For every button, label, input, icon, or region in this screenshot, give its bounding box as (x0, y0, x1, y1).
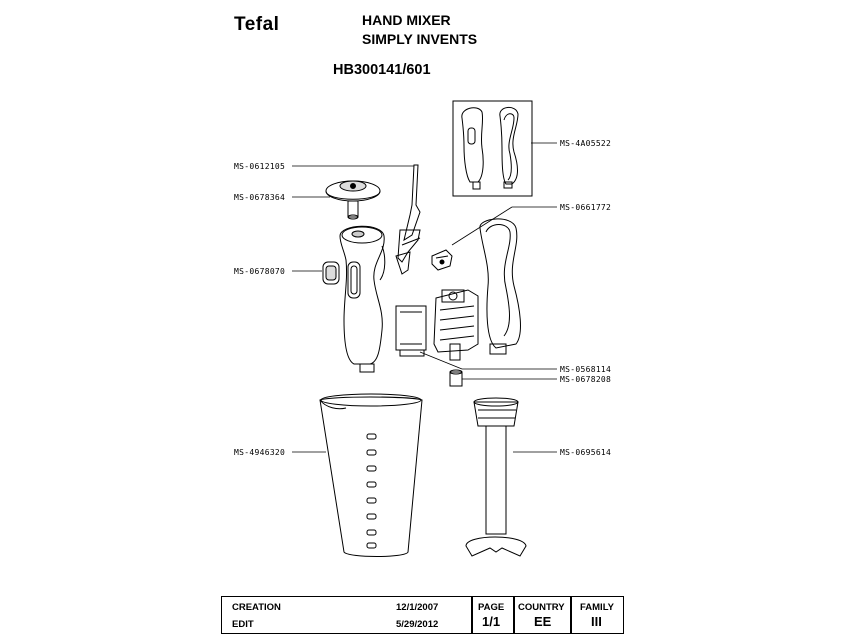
part-label-ms-4946320: MS-4946320 (234, 448, 286, 457)
creation-label: CREATION (232, 602, 281, 613)
measuring-beaker-icon (320, 394, 422, 557)
connector-icon (432, 250, 452, 270)
part-label-ms-0661772: MS-0661772 (560, 203, 612, 212)
part-label-ms-0678208: MS-0678208 (560, 375, 612, 384)
part-label-ms-4a05522: MS-4A05522 (560, 139, 612, 148)
part-label-ms-0678070: MS-0678070 (234, 267, 286, 276)
inset-box (453, 101, 532, 196)
product-title-line2: SIMPLY INVENTS (362, 31, 478, 47)
part-label-ms-0612105: MS-0612105 (234, 162, 286, 171)
part-label-ms-0695614: MS-0695614 (560, 448, 612, 457)
handle-shell-icon (480, 219, 521, 354)
page-label: PAGE (478, 602, 505, 613)
page-value: 1/1 (482, 614, 501, 629)
family-label: FAMILY (580, 602, 614, 613)
coupling-icon (450, 370, 462, 386)
family-value: III (591, 614, 602, 629)
button-part-icon (323, 262, 339, 284)
country-value: EE (534, 614, 552, 629)
creation-date: 12/1/2007 (396, 602, 439, 613)
edit-label: EDIT (232, 619, 254, 630)
model-number: HB300141/601 (333, 62, 431, 78)
product-title-line1: HAND MIXER (362, 12, 451, 28)
country-label: COUNTRY (518, 602, 565, 613)
mixer-handle-side-icon (500, 107, 518, 188)
motor-icon (396, 290, 478, 360)
switch-rod-icon (396, 165, 420, 274)
brand-logo: Tefal (234, 14, 280, 35)
part-label-ms-0568114: MS-0568114 (560, 365, 612, 374)
top-cap-icon (326, 181, 380, 219)
part-label-ms-0678364: MS-0678364 (234, 193, 286, 202)
edit-date: 5/29/2012 (396, 619, 439, 630)
main-handle-icon (340, 226, 385, 372)
mixer-handle-icon (462, 108, 483, 189)
blender-foot-icon (466, 398, 526, 556)
